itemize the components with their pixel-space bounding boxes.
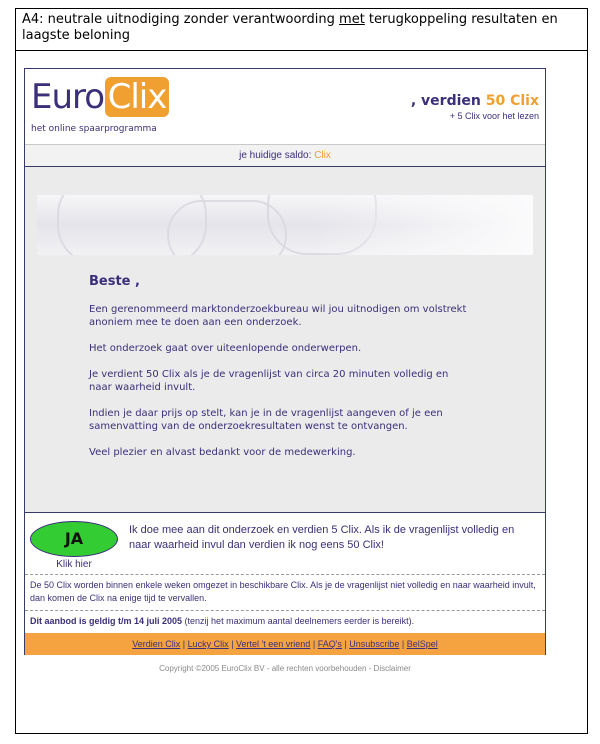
earn-banner bbox=[411, 93, 539, 121]
letter-section bbox=[25, 167, 545, 513]
email-message bbox=[24, 68, 546, 655]
earn-headline bbox=[411, 93, 539, 109]
footer-separator: | bbox=[182, 639, 186, 649]
letter-paragraph: Het onderzoek gaat over uiteenlopende onderwerpen. bbox=[89, 343, 362, 354]
scenario-caption bbox=[16, 9, 587, 51]
earn-prefix: , verdien bbox=[410, 93, 486, 109]
logo-clix-text: Clix bbox=[105, 77, 169, 117]
earn-amount: 50 Clix bbox=[485, 93, 539, 109]
participate-text: Ik doe mee aan dit onderzoek en verdien 5 Clix. Als ik de vragenlijst volledig en naar waarheid invul dan verdien ik nog eens 50 Clix! bbox=[129, 524, 515, 551]
offer-validity bbox=[25, 611, 545, 633]
logo-tagline: het online spaarprogramma bbox=[31, 124, 157, 134]
footer-nav bbox=[25, 633, 545, 655]
balance-label: je huidige saldo: bbox=[239, 150, 315, 161]
footer-link-vertel-een-vriend[interactable]: Vertel 't een vriend bbox=[236, 639, 311, 649]
caption-text-after: terugkoppeling resultaten en laagste beloning bbox=[22, 12, 558, 43]
participate-row bbox=[25, 513, 545, 575]
footer-link-verdien-clix[interactable]: Verdien Clix bbox=[132, 639, 181, 649]
offer-validity-rest: (tenzij het maximum aantal deelnemers eerder is bereikt). bbox=[182, 616, 415, 626]
letter-paragraph: Indien je daar prijs op stelt, kan je in de vragenlijst aangeven of je een samenvatting van de onderzoekresultaten wenst te ontvangen. bbox=[89, 408, 443, 432]
letter-paragraph: Een gerenommeerd marktonderzoekbureau wil jou uitnodigen om volstrekt anoniem mee te doen aan een onderzoek. bbox=[89, 304, 467, 328]
clix-conversion-note: De 50 Clix worden binnen enkele weken omgezet in beschikbare Clix. Als je de vragenlijst niet volledig en naar waarheid invult, dan komen de Clix na enige tijd te vervallen. bbox=[25, 575, 545, 611]
letter-paragraph: Je verdient 50 Clix als je de vragenlijst van circa 20 minuten volledig en naar waarheid invult. bbox=[89, 369, 449, 393]
email-header bbox=[25, 69, 545, 145]
logo-euro-text: Euro bbox=[31, 77, 105, 117]
banner-fade bbox=[313, 195, 533, 255]
footer-link-unsubscribe[interactable]: Unsubscribe bbox=[349, 639, 400, 649]
earn-subtext: + 5 Clix voor het lezen bbox=[449, 111, 539, 121]
klik-hier-link[interactable]: Klik hier bbox=[56, 559, 92, 570]
letter-body bbox=[89, 275, 469, 472]
footer-separator: | bbox=[231, 639, 234, 649]
footer-link-faq[interactable]: FAQ's bbox=[317, 639, 342, 649]
footer-link-belspel[interactable]: BelSpel bbox=[406, 639, 438, 649]
euroclix-logo[interactable] bbox=[31, 77, 171, 119]
footer-separator: | bbox=[401, 639, 405, 649]
ja-button[interactable]: JA bbox=[30, 521, 118, 557]
caption-underlined: met bbox=[339, 12, 365, 27]
banknote-banner-image bbox=[37, 195, 533, 255]
caption-text-before: A4: neutrale uitnodiging zonder verantwoording bbox=[22, 12, 340, 27]
copyright-line: Copyright ©2005 EuroClix BV - alle rechten voorbehouden - Disclaimer bbox=[159, 664, 411, 673]
greeting: Beste , bbox=[89, 274, 140, 289]
footer-separator: | bbox=[344, 639, 347, 649]
offer-validity-bold: Dit aanbod is geldig t/m 14 juli 2005 bbox=[30, 616, 183, 626]
balance-bar bbox=[25, 145, 545, 167]
footer-link-lucky-clix[interactable]: Lucky Clix bbox=[187, 639, 229, 649]
letter-paragraph: Veel plezier en alvast bedankt voor de medewerking. bbox=[89, 447, 356, 458]
balance-value: Clix bbox=[314, 150, 331, 161]
footer-separator: | bbox=[312, 639, 316, 649]
